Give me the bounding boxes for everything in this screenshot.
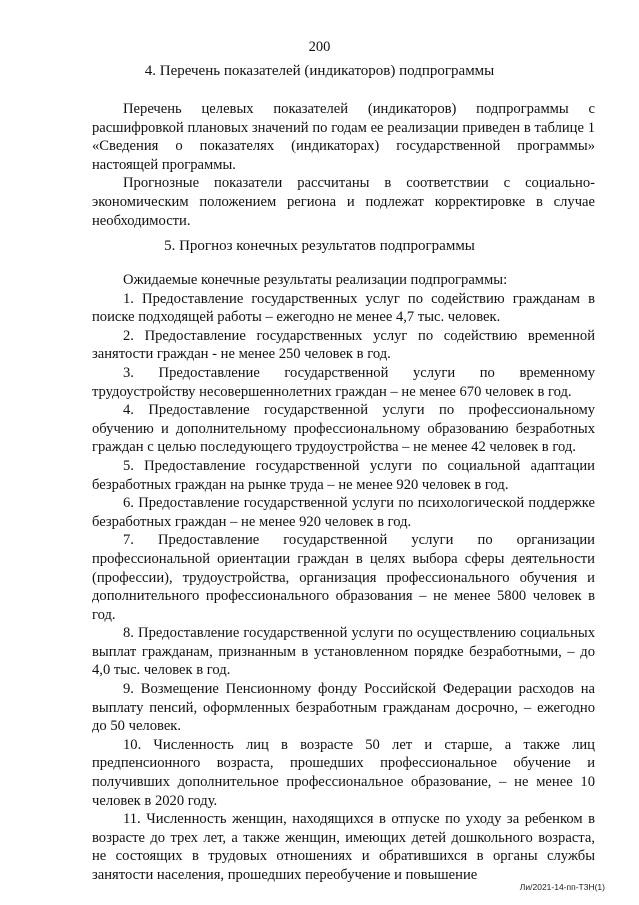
result-item: 3. Предоставление государственной услуги по временному трудоустройству несовершеннолетних граждан – не менее 670 человек в год.: [92, 364, 595, 400]
result-item: 4. Предоставление государственной услуги по профессиональному обучению и дополнительному профессиональному образованию безработных граждан с целью последующего трудоустройства – не менее 42 человек в год.: [92, 402, 595, 456]
page-number: 200: [308, 39, 331, 55]
section-5-heading: 5. Прогноз конечных результатов подпрограммы: [164, 238, 475, 254]
section-4-heading: 4. Перечень показателей (индикаторов) подпрограммы: [144, 63, 495, 79]
result-item: 6. Предоставление государственной услуги по психологической поддержке безработных граждан – не менее 920 человек в год.: [92, 495, 595, 530]
result-item: 8. Предоставление государственной услуги по осуществлению социальных выплат гражданам, признанным в установленном порядке безработными, – до 4,0 тыс. человек в год.: [92, 625, 595, 679]
section-5-body: [92, 271, 595, 885]
result-item: 1. Предоставление государственных услуг по содействию гражданам в поиске подходящей работы – ежегодно не менее 4,7 тыс. человек.: [92, 290, 595, 326]
result-item: 11. Численность женщин, находящихся в отпуске по уходу за ребенком в возрасте до трех лет, а также женщин, имеющих детей дошкольного возраста, не состоящих в трудовых отношениях и обратившихся в органы службы занятости населения, прошедших переобучение и повышение: [92, 811, 595, 883]
document-code: Ли/2021-14-пп-Т3Н(1): [519, 882, 605, 892]
paragraph: Перечень целевых показателей (индикаторов) подпрограммы с расшифровкой плановых значений по годам ее реализации приведен в таблице 1 «Сведения о показателях (индикаторах) государственной программы» настоящей программы.: [92, 101, 595, 173]
result-item: 5. Предоставление государственной услуги по социальной адаптации безработных граждан на рынке труда – не менее 920 человек в год.: [92, 457, 595, 493]
result-item: 7. Предоставление государственной услуги по организации профессиональной ориентации граждан в целях выбора сферы деятельности (профессии), трудоустройства, организация профессионального обучения и дополнительного профессионального образования – не менее 5800 человек в год.: [92, 532, 595, 623]
paragraph: Прогнозные показатели рассчитаны в соответствии с социально-экономическим положением региона и подлежат корректировке в случае необходимости.: [92, 175, 595, 229]
result-item: 9. Возмещение Пенсионному фонду Российской Федерации расходов на выплату пенсий, оформленных безработным гражданам досрочно, – ежегодно до 50 человек.: [92, 681, 595, 735]
section-5-intro: Ожидаемые конечные результаты реализации подпрограммы:: [123, 272, 508, 288]
section-4-body: [92, 100, 595, 230]
result-item: 2. Предоставление государственных услуг по содействию временной занятости граждан - не менее 250 человек в год.: [92, 327, 595, 363]
result-item: 10. Численность лиц в возрасте 50 лет и старше, а также лиц предпенсионного возраста, прошедших профессиональное обучение и получивших дополнительное профессиональное образование, – не менее 10 человек в 2020 году.: [92, 736, 595, 809]
